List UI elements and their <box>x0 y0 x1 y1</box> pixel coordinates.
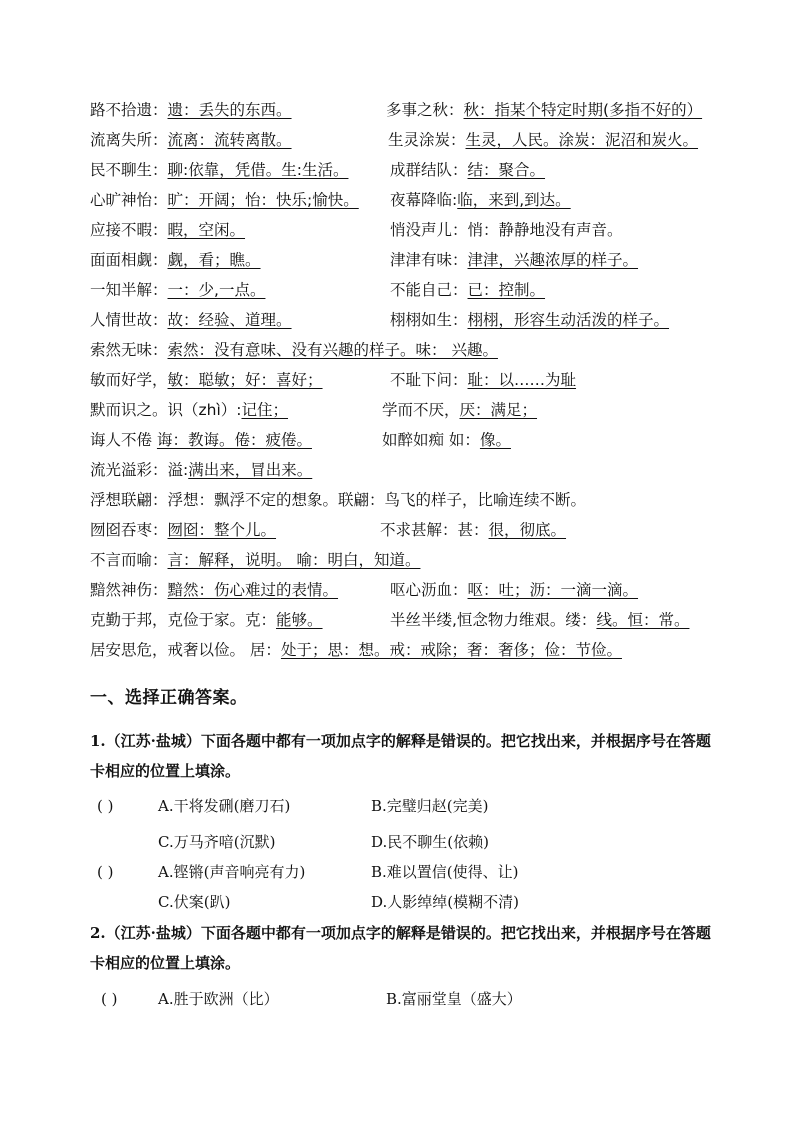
idiom-gloss: 栩栩，形容生动活泼的样子。 <box>467 311 670 329</box>
answer-row <box>90 828 710 856</box>
option-a: A.干将发硎(磨刀石) <box>158 797 291 815</box>
idiom-entry <box>390 186 571 214</box>
idiom-term: 流离失所： <box>90 131 168 149</box>
option-a: A.胜于欧洲（比） <box>158 990 279 1008</box>
idiom-term: 应接不暇： <box>90 221 168 239</box>
idiom-gloss: 很，彻底。 <box>488 521 567 539</box>
idiom-entry <box>90 456 312 484</box>
idiom-entry <box>390 216 623 244</box>
idiom-term: 路不拾遗： <box>90 101 168 119</box>
answer-row <box>90 985 710 1013</box>
idiom-entry <box>380 516 566 544</box>
idiom-entry <box>90 246 261 274</box>
idiom-gloss: 线。恒：常。 <box>596 611 690 629</box>
idiom-term: 多事之秋： <box>386 101 464 119</box>
idiom-gloss: 厌：满足； <box>459 401 538 419</box>
idiom-gloss: 满出来，冒出来。 <box>188 461 313 479</box>
idiom-entry <box>90 216 245 244</box>
idiom-term: 索然无味： <box>90 341 168 359</box>
idiom-term: 呕心沥血： <box>390 581 468 599</box>
idiom-gloss: 故：经验、道理。 <box>167 311 292 329</box>
question-prompt: 2.（江苏·盐城）下面各题中都有一项加点字的解释是错误的。把它找出来，并根据序号在答题卡相应的位置上填涂。 <box>90 924 711 972</box>
answer-blank[interactable]: ( ) <box>97 863 114 881</box>
idiom-term: 诲人不倦 <box>90 431 157 449</box>
idiom-row <box>90 426 720 454</box>
idiom-entry <box>90 606 323 634</box>
idiom-row <box>90 96 720 124</box>
idiom-entry <box>90 546 420 574</box>
idiom-entry <box>390 246 638 274</box>
idiom-row <box>90 636 720 664</box>
idiom-entry <box>390 276 545 304</box>
idiom-gloss: 能够。 <box>276 611 323 629</box>
answer-row <box>90 888 710 916</box>
idiom-entry <box>90 636 622 664</box>
idiom-row <box>90 366 720 394</box>
idiom-row <box>90 306 720 334</box>
idiom-row <box>90 396 720 424</box>
idiom-gloss: 耻：以……为耻 <box>467 371 577 389</box>
idiom-gloss: 言：解释，说明。 喻：明白，知道。 <box>167 551 421 569</box>
idiom-gloss: 黯然：伤心难过的表情。 <box>167 581 339 599</box>
idiom-entry <box>90 336 498 364</box>
idiom-gloss: 一：少,一点。 <box>167 281 266 299</box>
idiom-gloss: 聊:依靠，凭借。生:生活。 <box>167 161 349 179</box>
answer-row <box>90 792 710 820</box>
idiom-row <box>90 336 720 364</box>
idiom-term: 黯然神伤： <box>90 581 168 599</box>
option-b: B.完璧归赵(完美) <box>371 797 489 815</box>
idiom-term: 栩栩如生： <box>390 311 468 329</box>
idiom-term: 流光溢彩：溢: <box>90 461 189 479</box>
idiom-row <box>90 186 720 214</box>
idiom-term: 不耻下问： <box>390 371 468 389</box>
idiom-entry <box>90 396 288 424</box>
idiom-gloss: 诲：教诲。倦：疲倦。 <box>156 431 312 449</box>
idiom-row <box>90 216 720 244</box>
idiom-gloss: 临，来到,到达。 <box>457 191 571 209</box>
idiom-entry <box>390 576 638 604</box>
answer-blank[interactable]: ( ) <box>101 990 118 1008</box>
idiom-gloss: 秋：指某个特定时期(多指不好的） <box>463 101 703 119</box>
option-b: B.富丽堂皇（盛大） <box>386 990 522 1008</box>
answer-row <box>90 858 710 886</box>
option-d: D.民不聊生(依赖) <box>371 833 489 851</box>
idiom-gloss: 已：控制。 <box>467 281 546 299</box>
idiom-term: 心旷神怡： <box>90 191 168 209</box>
option-c: C.万马齐喑(沉默) <box>158 833 276 851</box>
idiom-entry <box>90 576 338 604</box>
idiom-entry <box>90 156 348 184</box>
idiom-entry <box>390 156 545 184</box>
idiom-entry <box>382 426 511 454</box>
idiom-term: 不能自己： <box>390 281 468 299</box>
idiom-gloss: 流离：流转离散。 <box>167 131 292 149</box>
idiom-gloss: 津津，兴趣浓厚的样子。 <box>467 251 639 269</box>
idiom-term: 半丝半缕,恒念物力维艰。缕： <box>390 611 597 629</box>
idiom-gloss: 像。 <box>479 431 511 449</box>
idiom-term: 一知半解： <box>90 281 168 299</box>
idiom-term: 面面相觑： <box>90 251 168 269</box>
idiom-term: 居安思危，戒奢以俭。 居： <box>90 641 281 659</box>
idiom-row <box>90 246 720 274</box>
idiom-gloss: 遗：丢失的东西。 <box>167 101 292 119</box>
idiom-gloss: 浮想：飘浮不定的想象。联翩：鸟飞的样子，比喻连续不断。 <box>167 491 587 509</box>
idiom-row <box>90 126 720 154</box>
idiom-gloss: 索然：没有意味、没有兴趣的样子。味： 兴趣。 <box>167 341 498 359</box>
option-b: B.难以置信(使得、让) <box>371 863 519 881</box>
option-c: C.伏案(趴) <box>158 893 231 911</box>
idiom-row <box>90 516 720 544</box>
idiom-row <box>90 546 720 574</box>
idiom-entry <box>90 186 359 214</box>
idiom-entry <box>90 516 276 544</box>
idiom-term: 生灵涂炭： <box>388 131 466 149</box>
idiom-gloss: 囫囵：整个儿。 <box>167 521 277 539</box>
idiom-term: 学而不厌， <box>382 401 460 419</box>
idiom-row <box>90 576 720 604</box>
idiom-row <box>90 276 720 304</box>
idiom-gloss: 记住； <box>241 401 289 419</box>
idiom-term: 夜幕降临: <box>390 191 458 209</box>
idiom-gloss: 觑，看；瞧。 <box>167 251 261 269</box>
idiom-entry <box>90 126 292 154</box>
question-prompt: 1.（江苏·盐城）下面各题中都有一项加点字的解释是错误的。把它找出来，并根据序号在答题卡相应的位置上填涂。 <box>90 732 711 780</box>
idiom-term: 不言而喻： <box>90 551 168 569</box>
idiom-term: 克勤于邦，克俭于家。克： <box>90 611 277 629</box>
idiom-entry <box>90 486 586 514</box>
idiom-term: 不求甚解：甚： <box>380 521 489 539</box>
idiom-entry <box>90 306 292 334</box>
idiom-gloss: 旷：开阔；怡：快乐;愉快。 <box>167 191 359 209</box>
idiom-row <box>90 486 720 514</box>
idiom-entry <box>90 96 292 124</box>
idiom-entry <box>90 426 312 454</box>
idiom-gloss: 生灵，人民。涂炭：泥沼和炭火。 <box>465 131 699 149</box>
idiom-entry <box>390 606 689 634</box>
idiom-gloss: 处于；思：想。戒：戒除；奢：奢侈；俭：节俭。 <box>280 641 622 659</box>
idiom-row <box>90 456 720 484</box>
idiom-term: 默而识之。识（zhì）: <box>90 401 242 419</box>
section-heading: 一、选择正确答案。 <box>90 688 248 708</box>
idiom-term: 津津有味： <box>390 251 468 269</box>
idiom-term: 民不聊生： <box>90 161 168 179</box>
option-d: D.人影绰绰(模糊不清) <box>371 893 519 911</box>
idiom-row <box>90 156 720 184</box>
idiom-term: 敏而好学， <box>90 371 168 389</box>
idiom-entry <box>386 96 702 124</box>
idiom-term: 悄没声儿： <box>390 221 468 239</box>
idiom-entry <box>388 126 698 154</box>
idiom-term: 如醉如痴 如： <box>382 431 480 449</box>
idiom-gloss: 暇，空闲。 <box>167 221 246 239</box>
idiom-entry <box>382 396 537 424</box>
idiom-gloss: 敏：聪敏；好：喜好； <box>167 371 323 389</box>
idiom-gloss: 结：聚合。 <box>467 161 546 179</box>
idiom-term: 囫囵吞枣： <box>90 521 168 539</box>
idiom-entry <box>90 366 323 394</box>
answer-blank[interactable]: ( ) <box>97 797 114 815</box>
idiom-gloss: 悄：静静地没有声音。 <box>467 221 623 239</box>
idiom-entry <box>90 276 265 304</box>
idiom-row <box>90 606 720 634</box>
idiom-gloss: 呕：吐；沥：一滴一滴。 <box>467 581 639 599</box>
idiom-term: 浮想联翩： <box>90 491 168 509</box>
idiom-term: 人情世故： <box>90 311 168 329</box>
idiom-entry <box>390 306 669 334</box>
option-a: A.铿锵(声音响亮有力) <box>158 863 306 881</box>
idiom-entry <box>390 366 576 394</box>
idiom-term: 成群结队： <box>390 161 468 179</box>
